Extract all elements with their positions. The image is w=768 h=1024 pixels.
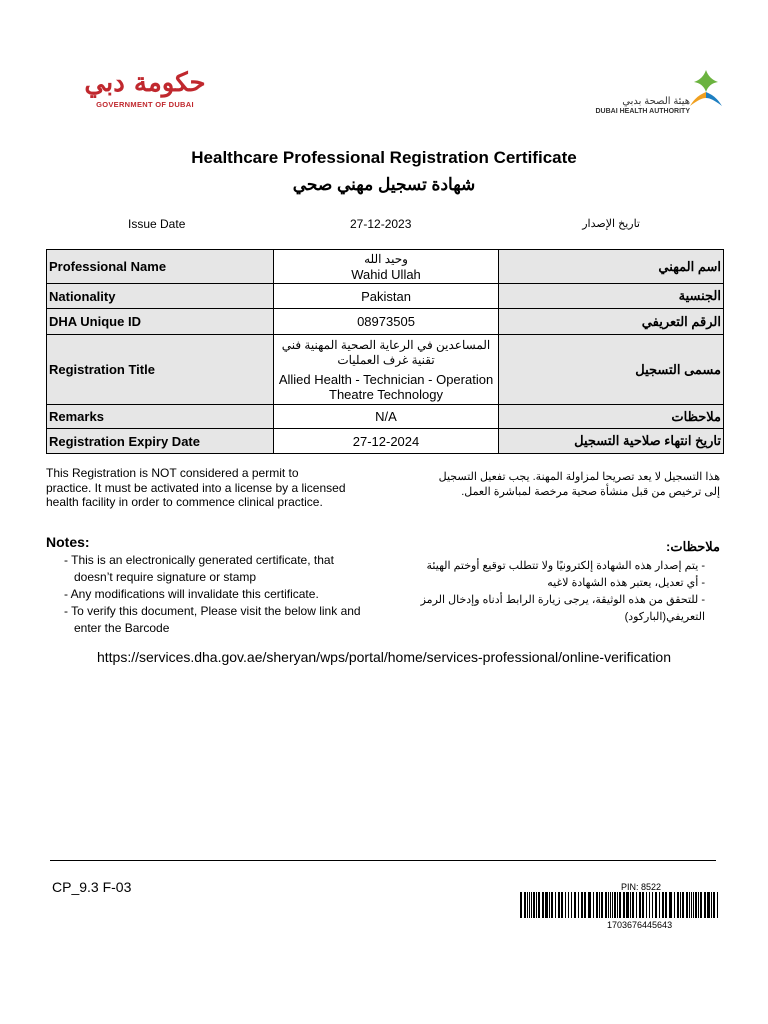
barcode-bar xyxy=(568,892,569,918)
nationality-label-arabic: الجنسية xyxy=(499,284,724,309)
registration-title-value xyxy=(274,335,499,405)
dha-id-label-arabic: الرقم التعريفي xyxy=(499,309,724,335)
barcode-bar xyxy=(614,892,616,918)
barcode-bar xyxy=(524,892,526,918)
registration-title-label: Registration Title xyxy=(47,335,274,405)
barcode-bar xyxy=(689,892,690,918)
barcode-bar xyxy=(632,892,634,918)
barcode-bar xyxy=(612,892,613,918)
barcode-bar xyxy=(646,892,647,918)
barcode-bar xyxy=(680,892,681,918)
dha-id-value: 08973505 xyxy=(274,309,499,335)
barcode-bar xyxy=(677,892,679,918)
notes-title: Notes: xyxy=(46,534,90,550)
barcode-bar xyxy=(527,892,528,918)
professional-name-label: Professional Name xyxy=(47,250,274,284)
list-item: - يتم إصدار هذه الشهادة إلكترونيًا ولا تتطلب توقيع أوختم الهيئة xyxy=(426,560,705,572)
barcode-bar xyxy=(642,892,644,918)
barcode-bar xyxy=(695,892,697,918)
table-row xyxy=(47,250,724,284)
barcode-bar xyxy=(555,892,556,918)
barcode-bar xyxy=(665,892,667,918)
barcode-bar xyxy=(639,892,641,918)
table-row xyxy=(47,309,724,335)
barcode-bar xyxy=(662,892,664,918)
barcode-bar xyxy=(610,892,611,918)
barcode-bar xyxy=(596,892,598,918)
notes-title-arabic: ملاحظات: xyxy=(666,539,720,554)
barcode-bar xyxy=(608,892,609,918)
barcode-bar xyxy=(593,892,594,918)
barcode-bar xyxy=(659,892,660,918)
certificate-title-english: Healthcare Professional Registration Certificate xyxy=(191,148,577,167)
permit-disclaimer-english: This Registration is NOT considered a permit to practice. It must be activated into a license by a licensed health facility in order to commence clinical practice. xyxy=(46,466,346,509)
barcode-bar xyxy=(704,892,706,918)
barcode-bar xyxy=(542,892,544,918)
barcode-bar xyxy=(571,892,572,918)
notes-list-arabic xyxy=(415,558,705,626)
professional-name-arabic: وحيد الله xyxy=(364,251,408,266)
expiry-date-label-arabic: تاريخ انتهاء صلاحية التسجيل xyxy=(499,429,724,454)
barcode-bar xyxy=(561,892,563,918)
barcode-bar xyxy=(565,892,566,918)
barcode-icon xyxy=(520,892,720,918)
barcode-bar xyxy=(623,892,625,918)
barcode-bar xyxy=(652,892,653,918)
barcode-bar xyxy=(574,892,576,918)
table-row xyxy=(47,405,724,429)
notes-list-english xyxy=(64,552,364,637)
expiry-date-value: 27-12-2024 xyxy=(274,429,499,454)
barcode-bar xyxy=(700,892,702,918)
footer-divider xyxy=(50,860,716,861)
barcode-bar xyxy=(636,892,637,918)
barcode-bar xyxy=(545,892,548,918)
issue-date-label: Issue Date xyxy=(128,217,186,231)
barcode-bar xyxy=(626,892,629,918)
barcode-bar xyxy=(617,892,618,918)
permit-disclaimer-arabic: هذا التسجيل لا يعد تصريحا لمزاولة المهنة. يجب تفعيل التسجيل إلى ترخيص من قبل منشأة صحية مرخصة لمباشرة العمل. xyxy=(438,471,720,498)
barcode-bar xyxy=(601,892,603,918)
remarks-label: Remarks xyxy=(47,405,274,429)
barcode-bar xyxy=(630,892,631,918)
barcode-bar xyxy=(693,892,694,918)
barcode-bar xyxy=(584,892,586,918)
dha-logo xyxy=(580,68,725,118)
professional-name-value xyxy=(274,250,499,284)
barcode-bar xyxy=(538,892,540,918)
dha-logo-arabic: هيئة الصحة بدبي xyxy=(622,96,690,107)
list-item: - للتحقق من هذه الوثيقة، يرجى زيارة الرابط أدناه وإدخال الرمز التعريفي(الباركود) xyxy=(420,594,705,623)
barcode-bar xyxy=(536,892,537,918)
barcode-bar xyxy=(605,892,607,918)
table-row xyxy=(47,335,724,405)
gov-logo-arabic: حكومة دبي xyxy=(84,68,206,98)
barcode-bar xyxy=(529,892,530,918)
list-item: - Any modifications will invalidate this certificate. xyxy=(64,587,319,601)
barcode-bar xyxy=(674,892,675,918)
issue-date-value: 27-12-2023 xyxy=(350,217,412,231)
government-of-dubai-logo xyxy=(75,68,215,118)
barcode-bar xyxy=(619,892,621,918)
pin-number: PIN: 8522 xyxy=(621,882,662,892)
barcode-bar xyxy=(686,892,688,918)
barcode-bar xyxy=(698,892,699,918)
list-item: - To verify this document, Please visit the below link and enter the Barcode xyxy=(64,604,361,635)
barcode-number: 1703676445643 xyxy=(607,920,673,930)
registration-details-table xyxy=(46,249,724,454)
barcode-bar xyxy=(655,892,657,918)
registration-title-arabic: المساعدين في الرعاية الصحية المهنية فني تقنية غرف العمليات xyxy=(281,337,491,367)
barcode-bar xyxy=(549,892,550,918)
dha-logo-english: DUBAI HEALTH AUTHORITY xyxy=(595,108,690,115)
barcode-bar xyxy=(578,892,579,918)
dha-id-label: DHA Unique ID xyxy=(47,309,274,335)
barcode-bar xyxy=(599,892,600,918)
professional-name-english: Wahid Ullah xyxy=(351,266,421,282)
list-item: - أي تعديل، يعتبر هذه الشهادة لاغيه xyxy=(547,577,705,589)
barcode-bar xyxy=(711,892,712,918)
form-code: CP_9.3 F-03 xyxy=(52,879,132,895)
registration-title-english: Allied Health - Technician - Operation Theatre Technology xyxy=(278,371,494,402)
barcode-bar xyxy=(531,892,532,918)
nationality-value: Pakistan xyxy=(274,284,499,309)
table-row xyxy=(47,429,724,454)
table-row xyxy=(47,284,724,309)
barcode-bar xyxy=(588,892,591,918)
expiry-date-label: Registration Expiry Date xyxy=(47,429,274,454)
barcode-bar xyxy=(691,892,692,918)
barcode-bar xyxy=(707,892,710,918)
barcode-bar xyxy=(717,892,718,918)
barcode-bar xyxy=(649,892,650,918)
registration-title-label-arabic: مسمى التسجيل xyxy=(499,335,724,405)
remarks-value: N/A xyxy=(274,405,499,429)
barcode-bar xyxy=(533,892,535,918)
certificate-title-arabic: شهادة تسجيل مهني صحي xyxy=(292,175,476,194)
dha-emblem-icon xyxy=(688,68,724,108)
barcode-bar xyxy=(669,892,672,918)
barcode-bar xyxy=(713,892,715,918)
remarks-label-arabic: ملاحظات xyxy=(499,405,724,429)
barcode-bar xyxy=(558,892,560,918)
nationality-label: Nationality xyxy=(47,284,274,309)
professional-name-label-arabic: اسم المهني xyxy=(499,250,724,284)
list-item: - This is an electronically generated certificate, that doesn’t require signature or stamp xyxy=(64,553,334,584)
barcode-bar xyxy=(551,892,553,918)
barcode-bar xyxy=(581,892,583,918)
gov-logo-english: GOVERNMENT OF DUBAI xyxy=(96,100,194,109)
barcode-bar xyxy=(682,892,684,918)
issue-date-label-arabic: تاريخ الإصدار xyxy=(582,218,640,230)
verification-link[interactable]: https://services.dha.gov.ae/sheryan/wps/portal/home/services-professional/online-verification xyxy=(96,649,672,665)
barcode-bar xyxy=(520,892,522,918)
